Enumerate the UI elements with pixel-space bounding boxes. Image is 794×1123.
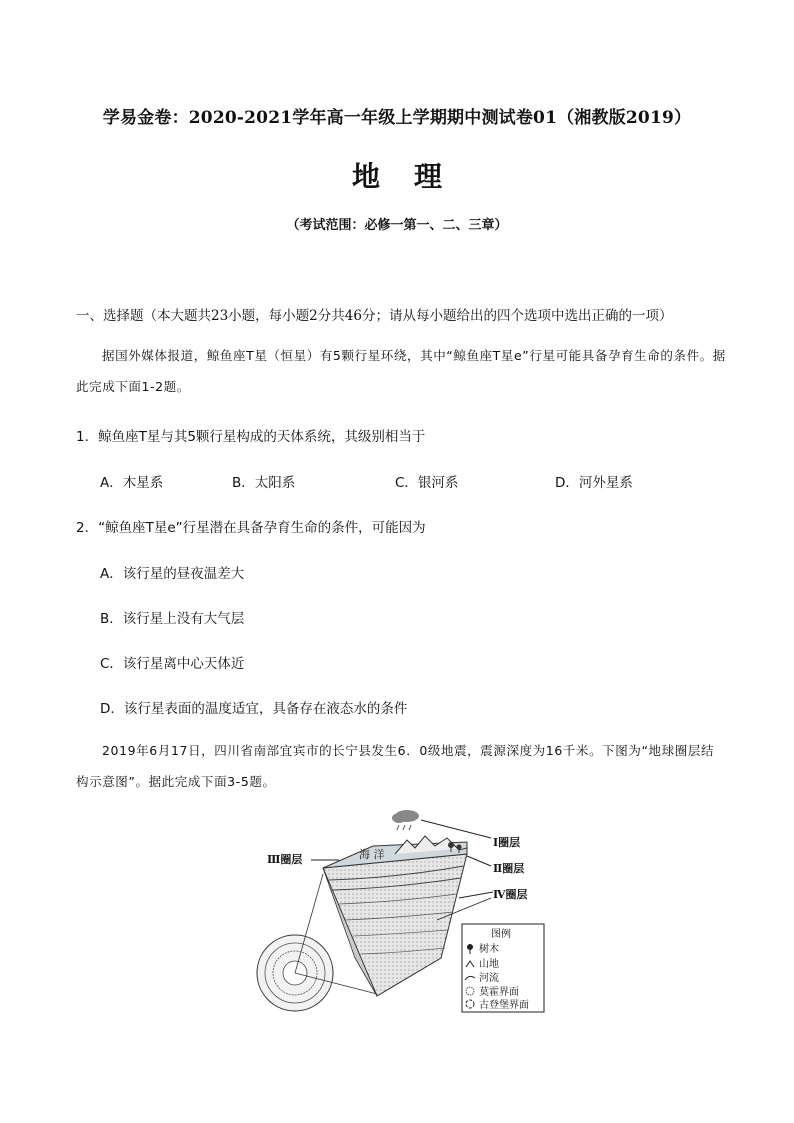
crust-wedge xyxy=(323,836,467,996)
passage-2: 2019年6月17日，四川省南部宜宾市的长宁县发生6．0级地震，震源深度为16千米。下图为“地球圈层结构示意图”。据此完成下面3-5题。 xyxy=(76,743,715,789)
legend-mountain-label: 山地 xyxy=(479,959,499,970)
section-heading: 一、选择题（本大题共23小题，每小题2分共46分；请从每小题给出的四个选项中选出正确的一项） xyxy=(76,308,673,324)
figure-legend xyxy=(462,924,544,1012)
layer-1-label: Ⅰ圈层 xyxy=(493,836,521,849)
q1-option-c: C．银河系 xyxy=(395,475,459,491)
ocean-label: 海 洋 xyxy=(359,848,385,861)
subject-title: 地理 xyxy=(351,160,476,193)
layer-4-label: Ⅳ圈层 xyxy=(493,888,528,901)
q2-option-b: B．该行星上没有大气层 xyxy=(100,611,245,627)
legend-title: 图例 xyxy=(491,929,511,940)
question-1-stem: 1．鲸鱼座T星与其5颗行星构成的天体系统，其级别相当于 xyxy=(76,429,426,445)
q1-option-a: A．木星系 xyxy=(100,475,164,491)
cloud-rain-icon xyxy=(392,810,419,830)
legend-moho-label: 莫霍界面 xyxy=(479,987,519,998)
layer-3-label: Ⅲ圈层 xyxy=(267,853,303,866)
question-2-stem: 2．“鲸鱼座T星e”行星潜在具备孕育生命的条件，可能因为 xyxy=(76,520,426,536)
q2-option-d: D．该行星表面的温度适宜，具备存在液态水的条件 xyxy=(100,701,408,717)
q1-option-b: B．太阳系 xyxy=(232,475,296,491)
passage-1: 据国外媒体报道，鲸鱼座T星（恒星）有5颗行星环绕，其中“鲸鱼座T星e”行星可能具备孕育生命的条件。据此完成下面1-2题。 xyxy=(76,348,726,394)
layer-2-label: Ⅱ圈层 xyxy=(493,862,525,875)
q2-option-a: A．该行星的昼夜温差大 xyxy=(100,566,245,582)
legend-gutenberg-label: 古登堡界面 xyxy=(479,1000,529,1011)
legend-tree-label: 树木 xyxy=(479,944,499,955)
exam-header-title: 学易金卷：2020-2021学年高一年级上学期期中测试卷01（湘教版2019） xyxy=(102,108,692,128)
legend-river-label: 河流 xyxy=(479,973,499,984)
exam-scope: （考试范围：必修一第一、二、三章） xyxy=(286,218,508,233)
earth-layers-diagram xyxy=(255,808,555,1018)
q2-option-c: C．该行星离中心天体近 xyxy=(100,656,245,672)
q1-option-d: D．河外星系 xyxy=(555,475,633,491)
